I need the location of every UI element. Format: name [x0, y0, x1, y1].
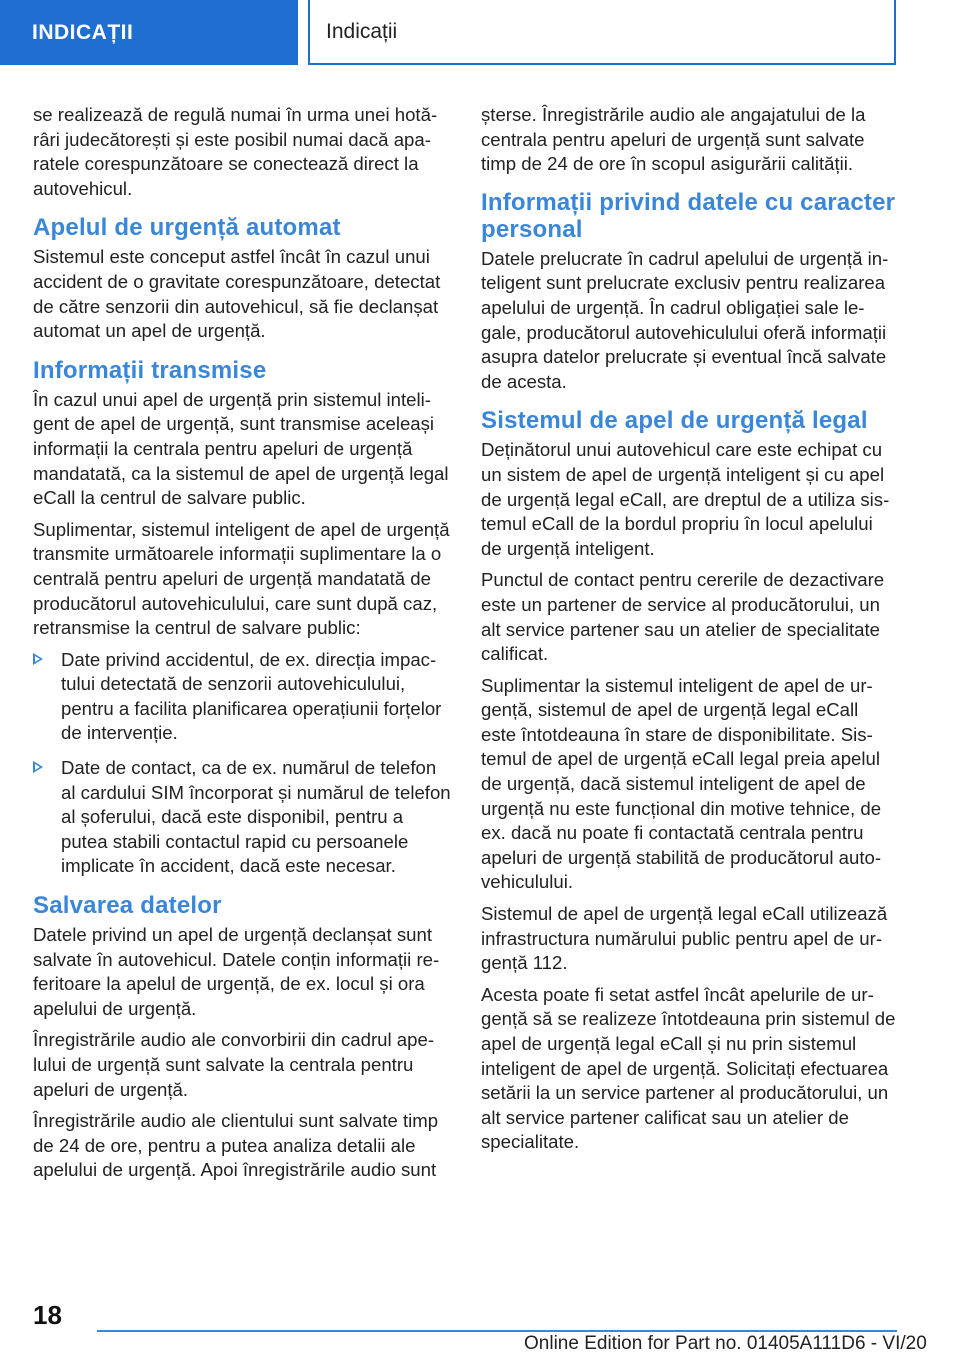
data-saving-paragraph-2: Înregistrările audio ale convorbirii din cadrul apelului de urgență sunt salvate la centrala pentru apeluri de urgență. — [33, 1029, 435, 1100]
legal-paragraph-2: Punctul de contact pentru cererile de dezactivare este un partener de service al producătorului, un alt service partener sau un atelier de specialitate calificat. — [481, 569, 885, 665]
legal-paragraph-5: Acesta poate fi setat astfel încât apelurile de urgență să se realizeze întotdeauna prin sistemul de apel de urgență legal eCall și nu prin sistemul inteligent de apel de urgență. Solicitați efectuarea setării la un service partener al producătorului, un alt service partener calificat sau un atelier de specialitate. — [481, 983, 896, 1153]
personal-data-text: Datele prelucrate în cadrul apelului de urgență inteligent sunt prelucrate exclusiv pentru realizarea apelului de urgență. În cadrul obligației sale legale, producătorul autovehiculului oferă informații asupra datelor prelucrate și eventual încă salvate de acesta. — [481, 247, 889, 392]
right-column — [481, 103, 897, 1162]
section-tab: INDICAȚII — [0, 0, 298, 65]
page-title: Indicații — [308, 0, 896, 65]
triangle-bullet-icon — [33, 761, 43, 773]
heading-transmitted-info: Informații transmise — [33, 356, 267, 384]
heading-legal-system: Sistemul de apel de urgență legal — [481, 407, 868, 435]
auto-call-text: Sistemul este conceput astfel încât în cazul unui accident de o gravitate corespunzătoare, detectat de către senzorii din autovehicul, să fie declanșat automat un apel de urgență. — [33, 246, 441, 342]
left-column — [33, 103, 451, 1190]
heading-auto-call: Apelul de urgență automat — [33, 214, 341, 242]
list-item-text: Date de contact, ca de ex. numărul de telefon al cardului SIM încorporat și numărul de telefon al șoferului, dacă este disponibil, pentru a putea stabili contactul rapid cu persoanele implicate în accident, dacă este necesar. — [61, 757, 451, 877]
heading-personal-data: Informații privind datele cu caracter personal — [481, 188, 896, 243]
transmitted-paragraph-2: Suplimentar, sistemul inteligent de apel de urgență transmite următoarele informații suplimentare la o centrală pentru apeluri de urgență mandatată de producătorul autovehiculului, care sunt după caz, retransmise la centrul de salvare public: — [33, 518, 450, 639]
footer-divider — [97, 1330, 897, 1332]
transmitted-paragraph-1: În cazul unui apel de urgență prin sistemul inteligent de apel de urgență, sunt transmise aceleași informații la centrala pentru apeluri de urgență mandatată, ca la sistemul de apel de urgență legal eCall la centrul de salvare public. — [33, 388, 449, 509]
legal-paragraph-1: Deținătorul unui autovehicul care este echipat cu un sistem de apel de urgență inteligent și cu apel de urgență legal eCall, are dreptul de a utiliza sistemul eCall de la bordul propriu în locul apelului de urgență inteligent. — [481, 439, 890, 559]
list-item — [33, 648, 451, 746]
data-saving-paragraph-1: Datele privind un apel de urgență declanșat sunt salvate în autovehicul. Datele conțin informații referitoare la apelul de urgență, de ex. locul și ora apelului de urgență. — [33, 924, 440, 1019]
list-item-text: Date privind accidentul, de ex. direcția impactului detectată de senzorii autovehiculului, pentru a facilita planificarea operațiunii forțelor de intervenție. — [61, 648, 442, 744]
triangle-bullet-icon — [33, 653, 43, 665]
transmitted-list — [33, 648, 451, 879]
intro-paragraph: se realizează de regulă numai în urma unei hotărâri judecătorești și este posibil numai dacă aparatele corespunzătoare se conectează direct la autovehicul. — [33, 104, 438, 199]
legal-paragraph-4: Sistemul de apel de urgență legal eCall utilizează infrastructura numărului public pentru apel de urgență 112. — [481, 903, 888, 974]
legal-paragraph-3: Suplimentar la sistemul inteligent de apel de urgență, sistemul de apel de urgență legal eCall este întotdeauna în stare de disponibilitate. Sistemul de apel de urgență eCall legal preia apelul de urgență, dacă sistemul inteligent de apel de urgență nu este funcțional din motive tehnice, de ex. dacă nu poate fi contactată centrala pentru apeluri de urgență stabilită de producătorul autovehiculului. — [481, 674, 882, 893]
edition-footer: Online Edition for Part no. 01405A111D6 - VI/20 — [524, 1333, 927, 1354]
continuation-paragraph: șterse. Înregistrările audio ale angajatului de la centrala pentru apeluri de urgență sunt salvate timp de 24 de ore în scopul asigurării calității. — [481, 104, 866, 175]
heading-data-saving: Salvarea datelor — [33, 892, 222, 920]
page-number: 18 — [33, 1300, 62, 1330]
data-saving-paragraph-3: Înregistrările audio ale clientului sunt salvate timp de 24 de ore, pentru a putea analiza detalii ale apelului de urgență. Apoi înregistrările audio sunt — [33, 1110, 439, 1181]
list-item — [33, 756, 451, 879]
